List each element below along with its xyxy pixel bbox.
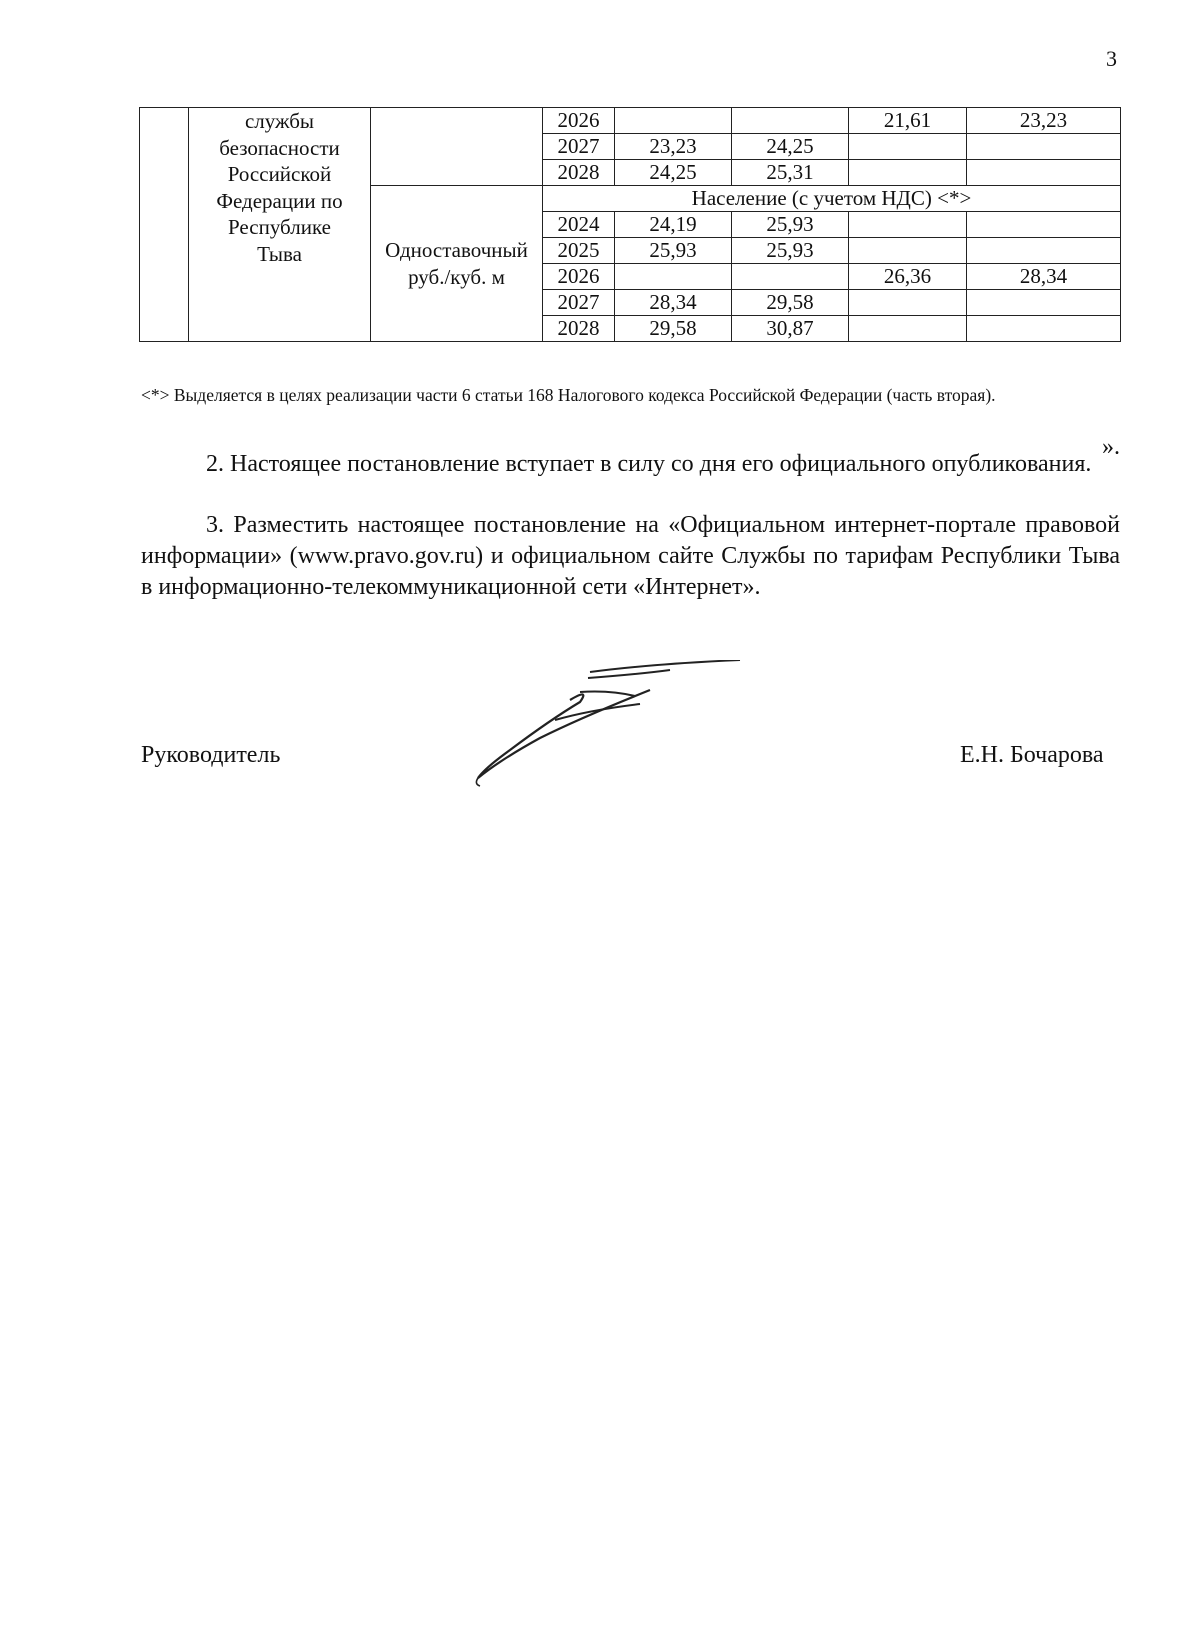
organization-line: Республике	[228, 215, 331, 239]
value-cell: 30,87	[732, 316, 849, 342]
value-cell: 25,93	[732, 212, 849, 238]
value-cell: 25,93	[732, 238, 849, 264]
value-cell: 29,58	[615, 316, 732, 342]
signer-title: Руководитель	[141, 742, 281, 768]
value-cell	[967, 212, 1121, 238]
paragraph-2	[141, 449, 1120, 480]
closing-quote: ».	[1102, 434, 1120, 460]
table-row	[140, 108, 1121, 134]
value-cell: 24,25	[732, 134, 849, 160]
year-cell: 2028	[543, 316, 615, 342]
value-cell	[967, 238, 1121, 264]
value-cell: 26,36	[849, 264, 967, 290]
value-cell: 29,58	[732, 290, 849, 316]
year-cell: 2027	[543, 134, 615, 160]
organization-line: Федерации по	[216, 188, 343, 213]
year-cell: 2026	[543, 108, 615, 134]
page-number: 3	[1106, 46, 1117, 71]
paragraph-2-text: 2. Настоящее постановление вступает в силу со дня его официального опубликования.	[206, 451, 1092, 477]
value-cell: 25,93	[615, 238, 732, 264]
value-cell	[967, 316, 1121, 342]
value-cell	[732, 264, 849, 290]
value-cell	[967, 290, 1121, 316]
value-cell	[615, 108, 732, 134]
organization-line: Тыва	[257, 241, 302, 266]
handwritten-signature	[470, 660, 750, 790]
value-cell	[849, 290, 967, 316]
value-cell: 25,31	[732, 160, 849, 186]
value-cell	[849, 160, 967, 186]
organization-line: службы	[244, 109, 315, 133]
value-cell: 23,23	[615, 134, 732, 160]
value-cell: 24,19	[615, 212, 732, 238]
organization-cell	[189, 108, 371, 342]
value-cell: 24,25	[615, 160, 732, 186]
value-cell: 28,34	[967, 264, 1121, 290]
method-line: Одноставочный	[385, 237, 528, 262]
number-cell	[140, 108, 189, 342]
year-cell: 2026	[543, 264, 615, 290]
paragraph-3-text: 3. Разместить настоящее постановление на «Официальном интернет-портале правовой информации» (www.pravo.gov.ru) и официальном сайте Службы по тарифам Республики Тыва в информационно-телекоммуникационной сети «Интернет».	[141, 512, 1120, 600]
method-cell	[371, 186, 543, 342]
footnote: <*> Выделяется в целях реализации части 6 статьи 168 Налогового кодекса Российской Федерации (часть вторая).	[141, 385, 996, 405]
method-line: руб./куб. м	[408, 264, 505, 289]
year-cell: 2024	[543, 212, 615, 238]
tariff-table	[139, 107, 1121, 342]
value-cell	[732, 108, 849, 134]
value-cell: 21,61	[849, 108, 967, 134]
value-cell	[849, 134, 967, 160]
organization-line: Российской	[227, 162, 332, 186]
signer-name: Е.Н. Бочарова	[960, 742, 1104, 768]
year-cell: 2025	[543, 238, 615, 264]
value-cell	[849, 238, 967, 264]
organization-line: безопасности	[219, 135, 340, 160]
method-cell-empty	[371, 108, 543, 186]
year-cell: 2027	[543, 290, 615, 316]
value-cell	[849, 316, 967, 342]
year-cell: 2028	[543, 160, 615, 186]
value-cell: 28,34	[615, 290, 732, 316]
value-cell	[967, 160, 1121, 186]
section-header: Население (с учетом НДС) <*>	[543, 186, 1121, 212]
value-cell	[967, 134, 1121, 160]
value-cell	[849, 212, 967, 238]
value-cell: 23,23	[967, 108, 1121, 134]
value-cell	[615, 264, 732, 290]
paragraph-3	[141, 510, 1120, 603]
